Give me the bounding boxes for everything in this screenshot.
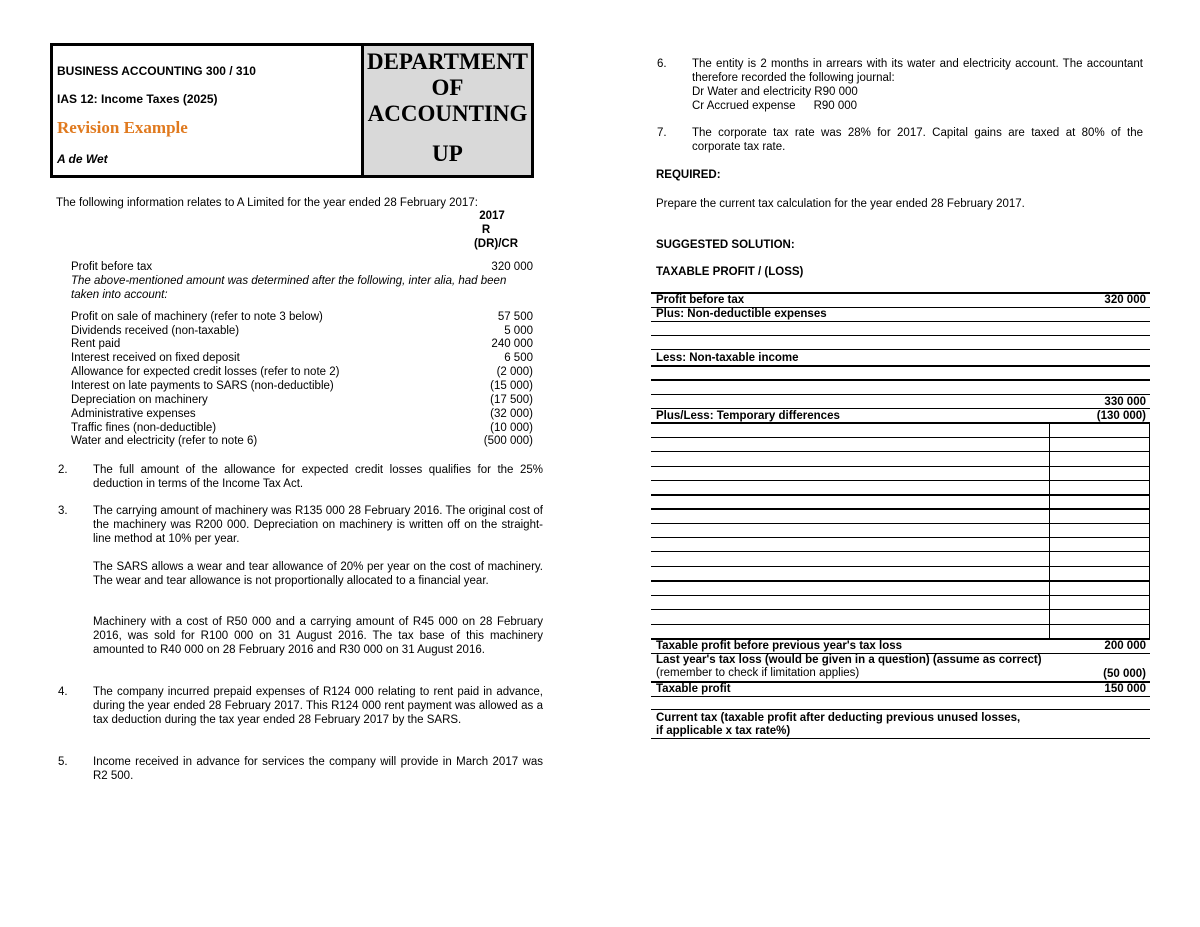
table-rule — [651, 508, 1150, 510]
note-5-text: Income received in advance for services the company will provide in March 2017 was R2 500. — [93, 756, 543, 782]
department-logo: DEPARTMENT OF ACCOUNTING UP — [364, 46, 531, 175]
table-rule — [651, 523, 1150, 524]
item-row: Traffic fines (non-deductible) (10 000) — [71, 422, 533, 434]
note-4-text: The company incurred prepaid expenses of R124 000 relating to rent paid in advance, during the year ended 28 February 2017. This R124 000 rent payment was allowed as a tax deduction during the tax year ended 28 February 2017 by the SARS. — [93, 686, 543, 726]
column-header-sign: (DR)/CR — [473, 238, 519, 250]
table-rule — [651, 394, 1150, 395]
item-row: Profit on sale of machinery (refer to note 3 below) 57 500 — [71, 311, 533, 323]
table-rule — [651, 422, 1150, 424]
note-3-para-2: The SARS allows a wear and tear allowance of 20% per year on the cost of machinery. The wear and tear allowance is not proportionally allocated to a financial year. — [93, 561, 543, 587]
header-box — [50, 43, 534, 178]
italic-note: The above-mentioned amount was determined after the following, inter alia, had been taken into account: — [71, 275, 507, 301]
table-rule — [651, 437, 1150, 438]
author-name: A de Wet — [57, 152, 108, 166]
sol-last-year-loss-value: (50 000) — [1103, 668, 1146, 680]
header-left — [53, 46, 364, 175]
sol-less-nontaxable: Less: Non-taxable income — [656, 352, 799, 364]
table-rule — [651, 551, 1150, 552]
table-column-divider — [1049, 422, 1050, 638]
note-3-number: 3. — [58, 505, 68, 517]
item-row: Interest received on fixed deposit 6 500 — [71, 352, 533, 364]
sol-last-year-loss: Last year's tax loss (would be given in a question) (assume as correct) (remember to check if limitation applies) — [656, 654, 1042, 679]
table-rule — [651, 379, 1150, 381]
note-2-text: The full amount of the allowance for expected credit losses qualifies for the 25% deduction in terms of the Income Tax Act. — [93, 464, 543, 490]
note-6-text: The entity is 2 months in arrears with its water and electricity account. The accountant therefore recorded the following journal: — [692, 58, 1143, 84]
sol-temp-differences: Plus/Less: Temporary differences — [656, 410, 840, 422]
sol-taxable-before-loss: Taxable profit before previous year's tax loss — [656, 640, 903, 652]
table-rule — [651, 624, 1150, 625]
journal-credit: Cr Accrued expense R90 000 — [692, 100, 858, 112]
solution-subheading: TAXABLE PROFIT / (LOSS) — [656, 266, 804, 278]
table-rule — [651, 537, 1150, 538]
sol-taxable-profit-value: 150 000 — [1104, 683, 1146, 695]
topic-title: IAS 12: Income Taxes (2025) — [57, 92, 218, 106]
profit-before-tax-row: Profit before tax 320 000 — [71, 261, 533, 273]
sol-taxable-profit: Taxable profit — [656, 683, 731, 695]
intro-text: The following information relates to A Limited for the year ended 28 February 2017: — [56, 197, 478, 209]
table-rule — [651, 709, 1150, 710]
table-rule — [651, 466, 1150, 467]
sol-subtotal-value: 330 000 — [1104, 396, 1146, 408]
table-rule — [651, 580, 1150, 582]
sol-profit-before-tax-value: 320 000 — [1104, 294, 1146, 306]
required-text: Prepare the current tax calculation for the year ended 28 February 2017. — [656, 198, 1025, 210]
note-3-para-3: Machinery with a cost of R50 000 and a carrying amount of R45 000 on 28 February 2016, was sold for R100 000 on 31 August 2016. The tax base of this machinery amounted to R40 000 on 28 February 2016 and R30 000 on 31 August 2016. — [93, 616, 543, 656]
course-title: BUSINESS ACCOUNTING 300 / 310 — [57, 64, 256, 78]
note-7-number: 7. — [657, 127, 667, 139]
table-rule — [651, 451, 1150, 452]
table-rule — [651, 566, 1150, 567]
note-5-number: 5. — [58, 756, 68, 768]
table-rule — [651, 696, 1150, 697]
item-row: Depreciation on machinery (17 500) — [71, 394, 533, 406]
table-rule — [651, 494, 1150, 496]
table-rule — [651, 321, 1150, 322]
note-4-number: 4. — [58, 686, 68, 698]
column-header-year: 2017 — [479, 210, 505, 222]
item-row: Allowance for expected credit losses (refer to note 2) (2 000) — [71, 366, 533, 378]
journal-debit: Dr Water and electricity R90 000 — [692, 86, 858, 98]
table-rule — [651, 365, 1150, 367]
column-header-currency: R — [481, 224, 491, 236]
table-rule — [651, 609, 1150, 610]
table-rule — [651, 595, 1150, 596]
item-row: Interest on late payments to SARS (non-deductible) (15 000) — [71, 380, 533, 392]
sol-profit-before-tax: Profit before tax — [656, 294, 745, 306]
revision-example-title: Revision Example — [57, 118, 188, 137]
sol-plus-nondeductible: Plus: Non-deductible expenses — [656, 308, 827, 320]
note-3-para-1: The carrying amount of machinery was R135 000 28 February 2016. The original cost of the machinery was R200 000. Depreciation on machinery is written off on the straight-line method at 10% per year. — [93, 505, 543, 545]
table-rule — [651, 349, 1150, 350]
table-rule — [651, 738, 1150, 739]
table-rule — [651, 408, 1150, 409]
required-heading: REQUIRED: — [656, 169, 721, 181]
table-right-border — [1149, 422, 1150, 638]
sol-temp-differences-value: (130 000) — [1096, 410, 1146, 422]
note-2-number: 2. — [58, 464, 68, 476]
note-6-number: 6. — [657, 58, 667, 70]
sol-taxable-before-loss-value: 200 000 — [1104, 640, 1146, 652]
item-row: Dividends received (non-taxable) 5 000 — [71, 325, 533, 337]
item-row: Administrative expenses (32 000) — [71, 408, 533, 420]
table-rule — [651, 480, 1150, 481]
sol-current-tax-line-1: Current tax (taxable profit after deducting previous unused losses, — [656, 712, 1021, 724]
item-row: Water and electricity (refer to note 6) (500 000) — [71, 435, 533, 447]
solution-heading: SUGGESTED SOLUTION: — [656, 239, 795, 251]
item-row: Rent paid 240 000 — [71, 338, 533, 350]
sol-current-tax-line-2: if applicable x tax rate%) — [656, 725, 791, 737]
note-7-text: The corporate tax rate was 28% for 2017. Capital gains are taxed at 80% of the corporate tax rate. — [692, 127, 1143, 153]
table-rule — [651, 335, 1150, 336]
